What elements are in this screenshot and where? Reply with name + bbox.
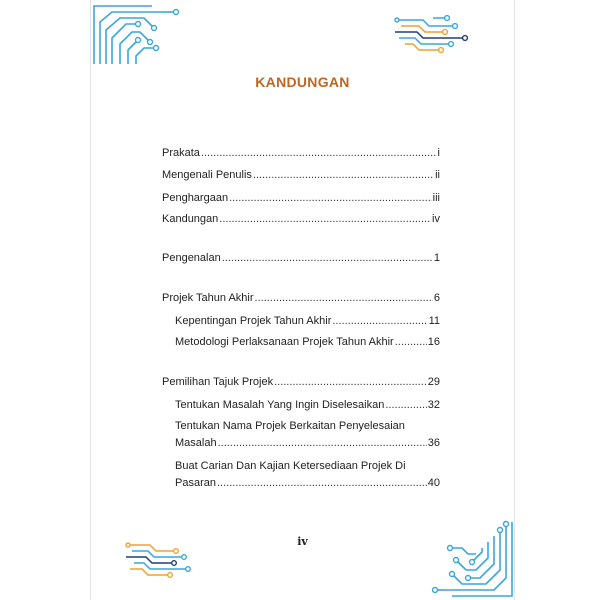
toc-entry-penghargaan[interactable] [162,191,440,205]
toc-entry-kandungan[interactable] [162,212,440,226]
circuit-corner-bottom-right-icon [432,520,514,598]
toc-entry-label: Tentukan Masalah Yang Ingin Diselesaikan [175,399,385,411]
toc-entry-buat-carian[interactable] [175,476,440,490]
toc-entry-page: 32 [427,399,440,411]
toc-entry-page: 6 [433,292,440,304]
page-number: iv [297,535,308,548]
toc-entry-label-line1: Buat Carian Dan Kajian Ketersediaan Projek Di [175,460,406,472]
toc-entry-mengenali-penulis[interactable] [162,168,440,182]
toc-entry-label: Masalah [175,437,217,449]
toc-entry-label: Projek Tahun Akhir [162,292,254,304]
toc-entry-metodologi[interactable] [175,335,440,349]
toc-entry-page: 11 [428,315,440,327]
toc-entry-label: Pemilihan Tajuk Projek [162,376,274,388]
toc-entry-page: 16 [427,336,440,348]
toc-entry-tentukan-nama-projek[interactable] [175,436,440,450]
toc-entry-label: Penghargaan [162,192,229,204]
toc-entry-pemilihan-tajuk[interactable] [162,375,440,389]
circuit-corner-top-left-icon [92,4,182,66]
toc-entry-pengenalan[interactable] [162,251,440,265]
toc-entry-prakata[interactable] [162,146,440,160]
toc-entry-page: iii [432,192,440,204]
toc-entry-label: Kepentingan Projek Tahun Akhir [175,315,332,327]
toc-entry-label: Mengenali Penulis [162,169,252,181]
toc-entry-page: 29 [427,376,440,388]
toc-entry-page: i [437,147,440,159]
toc-entry-label: Kandungan [162,213,219,225]
page-title: KANDUNGAN [255,74,350,90]
toc-entry-kepentingan-projek[interactable] [175,314,440,328]
toc-entry-label: Prakata [162,147,200,159]
toc-entry-label: Pengenalan [162,252,221,264]
toc-entry-page: 40 [427,477,440,489]
toc-entry-projek-tahun-akhir[interactable] [162,291,440,305]
toc-entry-page: iv [432,213,440,225]
toc-entry-tentukan-masalah[interactable] [175,398,440,412]
toc-entry-label: Metodologi Perlaksanaan Projek Tahun Akhir [175,336,394,348]
toc-entry-label: Pasaran [175,477,216,489]
circuit-corner-top-right-icon [393,14,473,54]
toc-entry-page: 36 [427,437,440,449]
toc-entry-label-line1: Tentukan Nama Projek Berkaitan Penyelesaian [175,420,405,432]
toc-entry-page: 1 [433,252,440,264]
toc-entry-page: ii [435,169,440,181]
